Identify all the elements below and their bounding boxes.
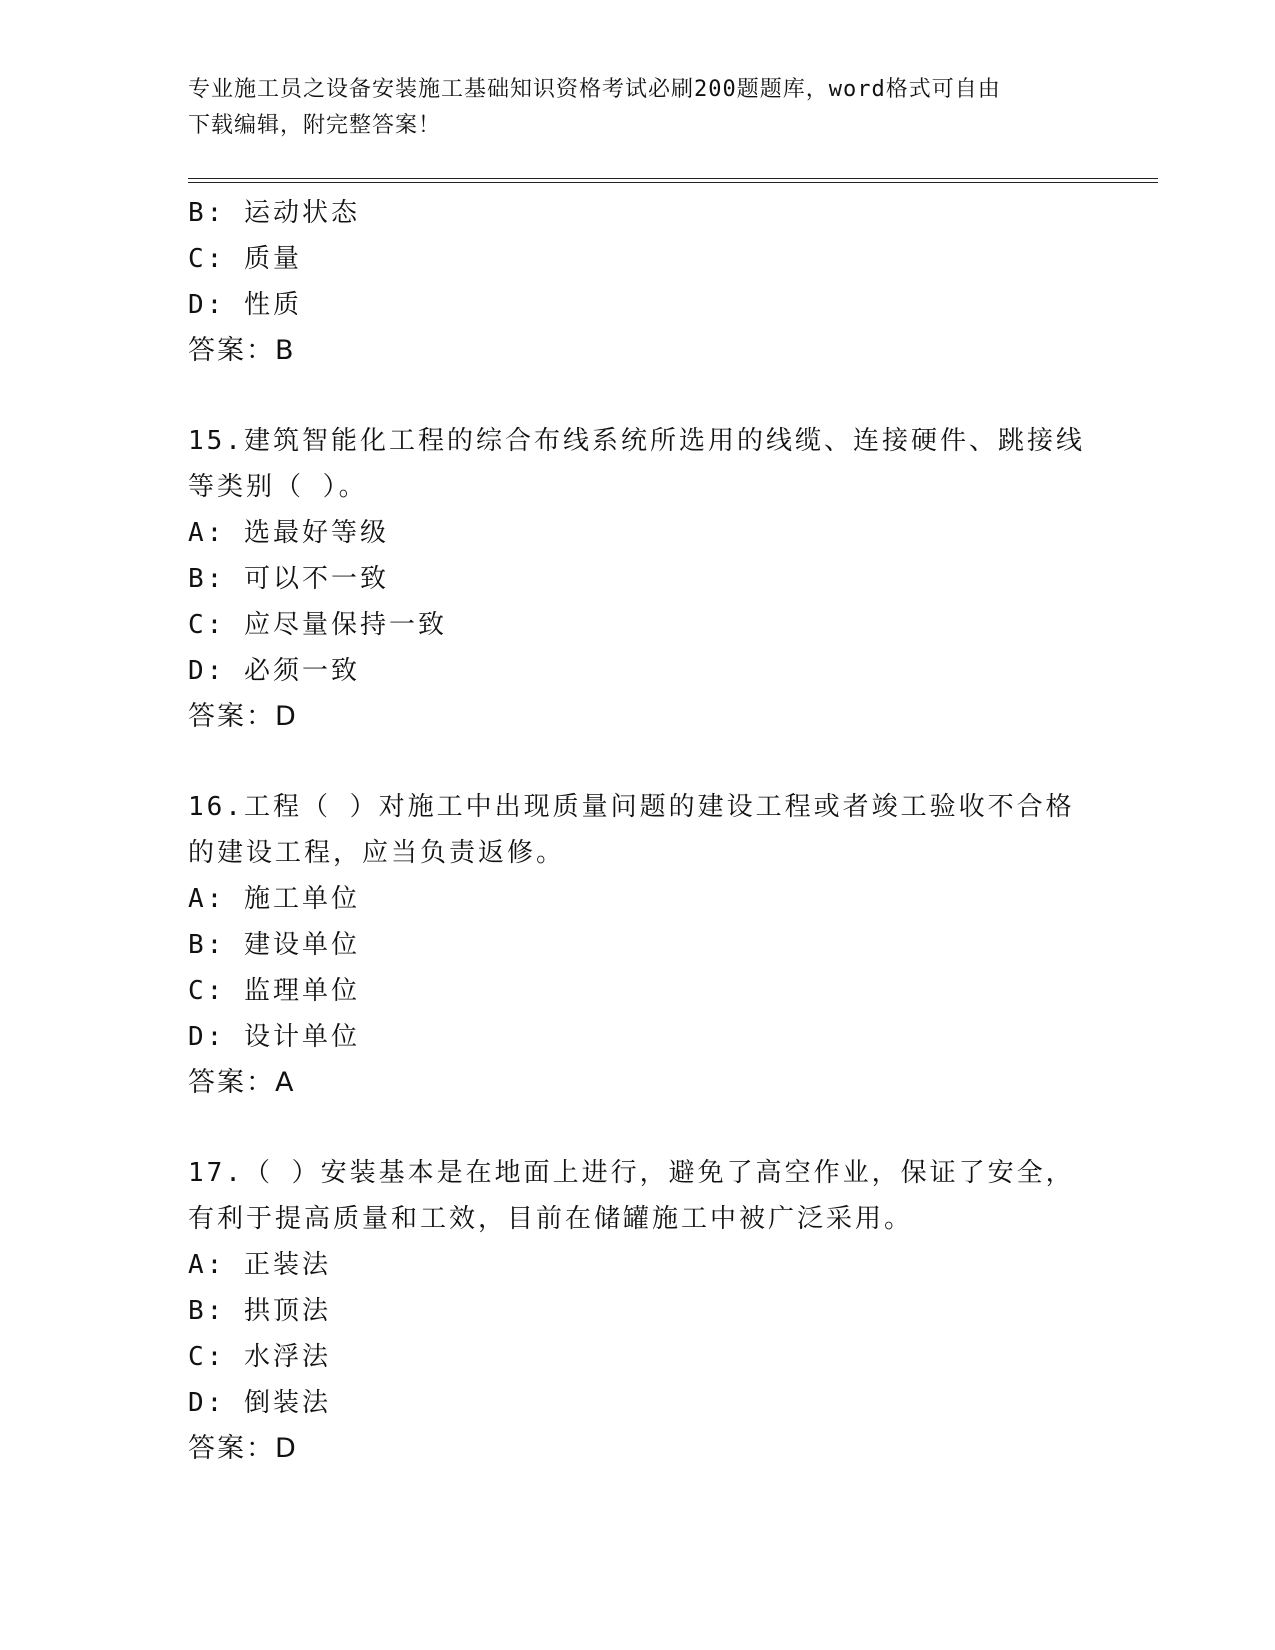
option-d: [188, 1014, 1088, 1060]
option-c: [188, 602, 1088, 648]
header-divider-second: [188, 182, 1158, 183]
question-15: [188, 418, 1088, 740]
option-a: [188, 1242, 1088, 1288]
option-text: 必须一致: [243, 656, 360, 686]
option-c: [188, 1334, 1088, 1380]
option-label: C:: [188, 1342, 226, 1372]
question-14-continuation: [188, 190, 1088, 374]
option-text: 运动状态: [243, 198, 360, 228]
option-text: 应尽量保持一致: [243, 610, 447, 640]
option-label: A:: [188, 518, 226, 548]
question-stem-line-2: 等类别（ ）。: [188, 472, 368, 502]
answer-line: 答案：D: [188, 1433, 298, 1464]
question-stem-line-1: 17.（ ）安装基本是在地面上进行，避免了高空作业，保证了安全，: [188, 1158, 1075, 1188]
question-stem-line-1: 15.建筑智能化工程的综合布线系统所选用的线缆、连接硬件、跳接线: [188, 426, 1085, 456]
option-b: [188, 1288, 1088, 1334]
option-label: C:: [188, 610, 226, 640]
question-stem: [188, 784, 1088, 876]
option-text: 设计单位: [243, 1022, 360, 1052]
option-d: [188, 648, 1088, 694]
option-label: D:: [188, 290, 226, 320]
question-stem-line-2: 的建设工程，应当负责返修。: [188, 838, 566, 868]
question-stem-line-1: 16.工程（ ）对施工中出现质量问题的建设工程或者竣工验收不合格: [188, 792, 1075, 822]
option-label: B:: [188, 198, 226, 228]
answer-line: 答案：D: [188, 701, 298, 732]
option-text: 施工单位: [243, 884, 360, 914]
option-label: C:: [188, 976, 226, 1006]
option-b: [188, 922, 1088, 968]
question-16: [188, 784, 1088, 1106]
option-a: [188, 876, 1088, 922]
option-label: A:: [188, 1250, 226, 1280]
header-line-1: 专业施工员之设备安装施工基础知识资格考试必刷200题题库，word格式可自由: [188, 77, 1001, 102]
question-17: [188, 1150, 1088, 1472]
question-stem-line-2: 有利于提高质量和工效，目前在储罐施工中被广泛采用。: [188, 1204, 914, 1234]
option-text: 倒装法: [243, 1388, 331, 1418]
option-text: 水浮法: [243, 1342, 331, 1372]
option-label: B:: [188, 930, 226, 960]
option-text: 拱顶法: [243, 1296, 331, 1326]
option-label: B:: [188, 1296, 226, 1326]
option-text: 建设单位: [243, 930, 360, 960]
option-label: D:: [188, 1388, 226, 1418]
option-d: [188, 1380, 1088, 1426]
header-line-2: 下载编辑，附完整答案！: [188, 113, 442, 138]
question-stem: [188, 418, 1088, 510]
option-text: 性质: [243, 290, 302, 320]
document-body: [188, 190, 1088, 1472]
option-text: 监理单位: [243, 976, 360, 1006]
document-header: [188, 72, 1088, 144]
option-text: 质量: [243, 244, 302, 274]
option-label: C:: [188, 244, 226, 274]
option-d: [188, 282, 1088, 328]
option-b: [188, 556, 1088, 602]
option-label: B:: [188, 564, 226, 594]
option-b: [188, 190, 1088, 236]
question-stem: [188, 1150, 1088, 1242]
answer-line: 答案：A: [188, 1067, 296, 1098]
option-c: [188, 968, 1088, 1014]
option-text: 正装法: [243, 1250, 331, 1280]
answer-line: 答案：B: [188, 335, 296, 366]
option-label: A:: [188, 884, 226, 914]
option-label: D:: [188, 1022, 226, 1052]
option-a: [188, 510, 1088, 556]
option-label: D:: [188, 656, 226, 686]
header-divider: [188, 178, 1158, 179]
option-c: [188, 236, 1088, 282]
option-text: 可以不一致: [243, 564, 389, 594]
option-text: 选最好等级: [243, 518, 389, 548]
